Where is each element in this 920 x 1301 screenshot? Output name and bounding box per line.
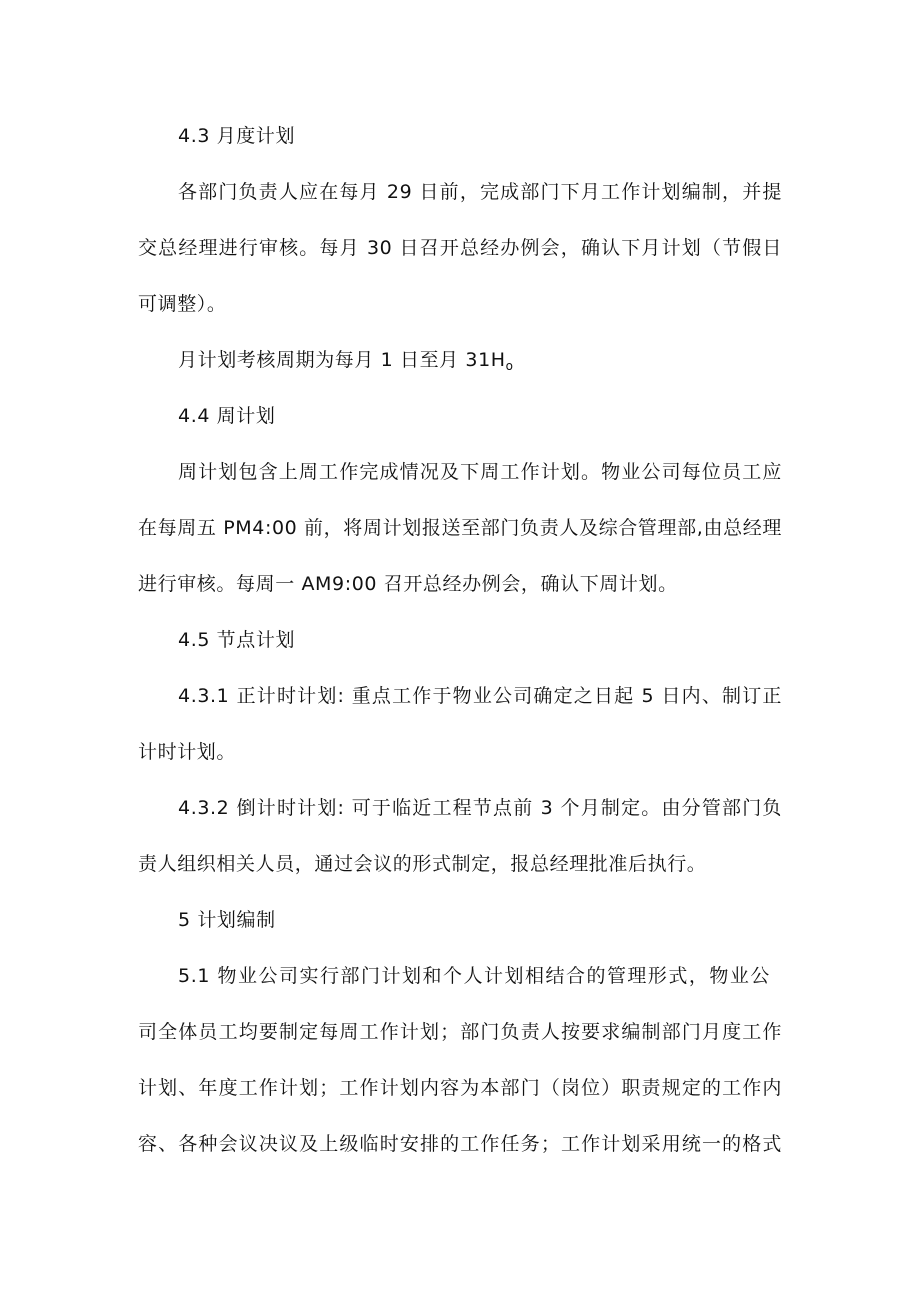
paragraph-4-line-2: 计时计划。 (138, 741, 237, 763)
paragraph-2-text: 月计划考核周期为每月 1 日至月 31H (178, 349, 506, 371)
paragraph-1-line-1: 各部门负责人应在每月 29 日前，完成部门下月工作计划编制，并提 (178, 181, 782, 203)
paragraph-4-line-1: 4.3.1 正计时计划: 重点工作于物业公司确定之日起 5 日内、制订正 (178, 685, 782, 707)
section-4-4-title: 4.4 周计划 (178, 405, 276, 427)
paragraph-3-line-2: 在每周五 PM4:00 前，将周计划报送至部门负责人及综合管理部,由总经理 (138, 517, 782, 539)
paragraph-3-line-1: 周计划包含上周工作完成情况及下周工作计划。物业公司每位员工应 (178, 461, 782, 483)
section-5-title: 5 计划编制 (178, 909, 276, 931)
paragraph-1-line-2: 交总经理进行审核。每月 30 日召开总经办例会，确认下月计划（节假日 (138, 237, 782, 259)
paragraph-1-line-3: 可调整）。 (138, 293, 227, 315)
section-4-5-title: 4.5 节点计划 (178, 629, 296, 651)
paragraph-6-line-2: 司全体员工均要制定每周工作计划；部门负责人按要求编制部门月度工作 (138, 1021, 782, 1043)
paragraph-6-line-4: 容、各种会议决议及上级临时安排的工作任务；工作计划采用统一的格式 (138, 1133, 782, 1155)
paragraph-6-line-1: 5.1 物业公司实行部门计划和个人计划相结合的管理形式，物业公 (178, 965, 770, 987)
paragraph-5-line-1: 4.3.2 倒计时计划: 可于临近工程节点前 3 个月制定。由分管部门负 (178, 797, 782, 819)
paragraph-5-line-2: 责人组织相关人员，通过会议的形式制定，报总经理批准后执行。 (138, 853, 707, 875)
paragraph-2-line-1 (178, 348, 514, 378)
paragraph-6-line-3: 计划、年度工作计划；工作计划内容为本部门（岗位）职责规定的工作内 (138, 1077, 782, 1099)
section-4-3-title: 4.3 月度计划 (178, 125, 296, 147)
paragraph-2-subscript: o (505, 359, 514, 373)
paragraph-3-line-3: 进行审核。每周一 AM9:00 召开总经办例会，确认下周计划。 (138, 573, 678, 595)
